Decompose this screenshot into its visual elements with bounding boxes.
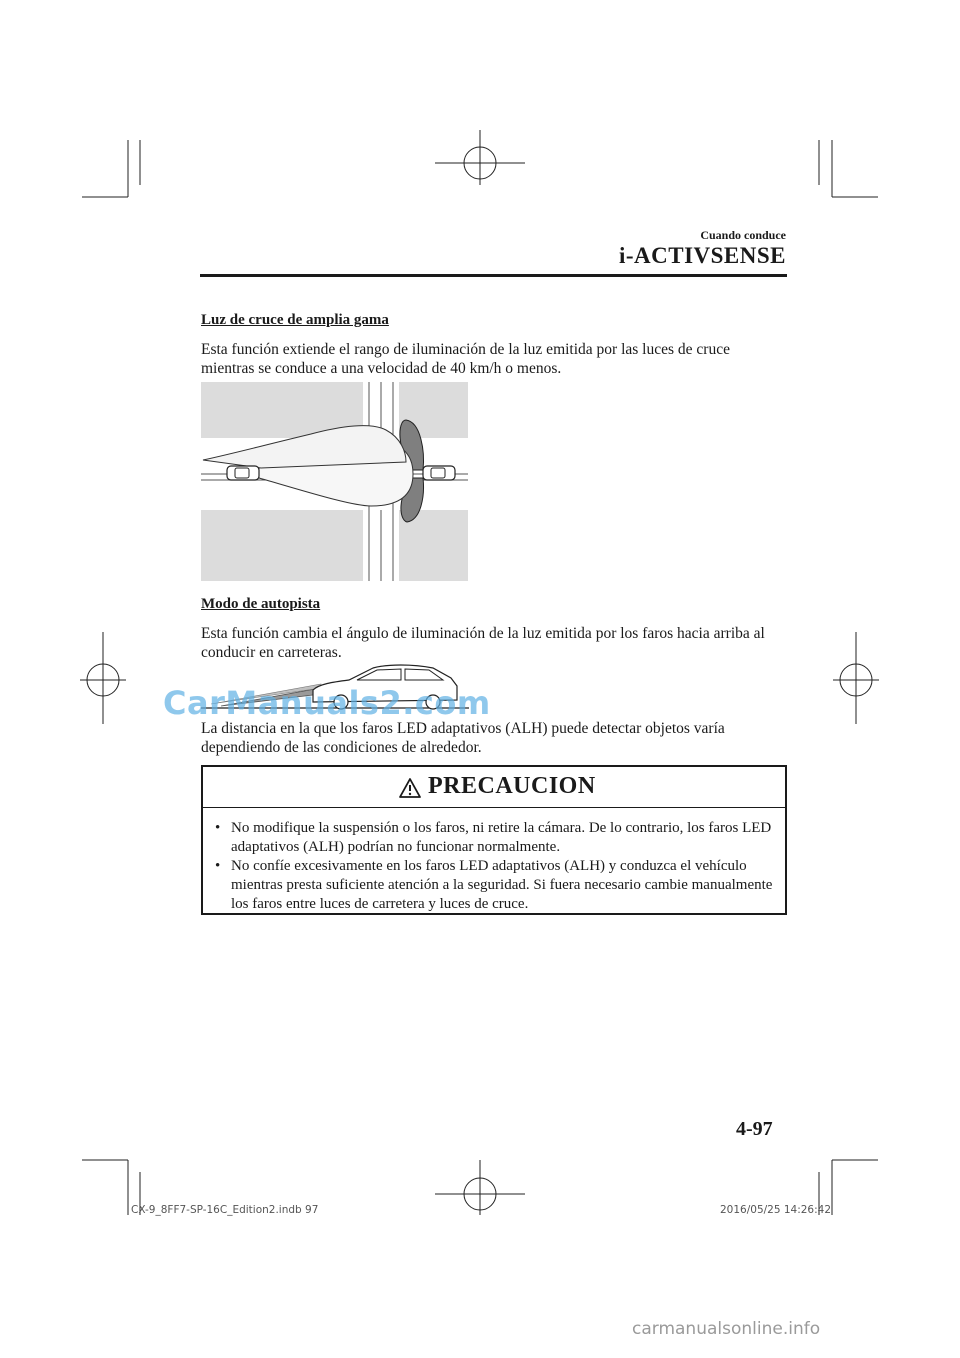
paragraph-highway: Esta función cambia el ángulo de iluminación de la luz emitida por los faros hacia arriba al conducir en carreteras.: [201, 625, 765, 661]
header-rule: [200, 274, 787, 277]
caution-item-text: No confíe excesivamente en los faros LED adaptativos (ALH) y conduzca el vehículo mientras presta suficiente atención a la seguridad. Si fuera necesario cambie manualmente los faros entre luces de carretera y luces de cruce.: [231, 858, 773, 912]
caution-box: [201, 765, 787, 915]
watermark-top: CarManuals2.com: [163, 684, 491, 722]
subsection-title-wide-beam: Luz de cruce de amplia gama: [201, 312, 389, 328]
caution-item: [215, 819, 775, 857]
bullet: •: [215, 820, 221, 836]
caution-title: PRECAUCION: [428, 773, 596, 799]
chapter-title: i-ACTIVSENSE: [618, 243, 786, 268]
caution-list: [215, 819, 775, 914]
subsection-title-highway: Modo de autopista: [201, 596, 321, 612]
paragraph-wide-beam: Esta función extiende el rango de iluminación de la luz emitida por las luces de cruce mientras se conduce a una velocidad de 40 km/h o menos.: [201, 341, 730, 377]
figure-wide-beam-intersection: [201, 382, 468, 581]
caution-header: [203, 767, 785, 808]
caution-item-text: No modifique la suspensión o los faros, ni retire la cámara. De lo contrario, los faros LED adaptativos (ALH) podrían no funcionar normalmente.: [231, 820, 772, 855]
page-number: 4-97: [736, 1118, 773, 1140]
footer-file: CX-9_8FF7-SP-16C_Edition2.indb 97: [131, 1204, 319, 1216]
caution-item: [215, 857, 775, 914]
bullet: •: [215, 858, 221, 874]
paragraph-alh-distance: La distancia en la que los faros LED adaptativos (ALH) puede detectar objetos varía dependiendo de las condiciones de alrededor.: [201, 720, 725, 756]
footer-timestamp: 2016/05/25 14:26:42: [720, 1204, 832, 1216]
section-label: Cuando conduce: [700, 228, 786, 242]
watermark-bottom: carmanualsonline.info: [632, 1319, 821, 1339]
intersection-diagram: [201, 382, 468, 581]
warning-triangle-icon: [398, 777, 422, 799]
